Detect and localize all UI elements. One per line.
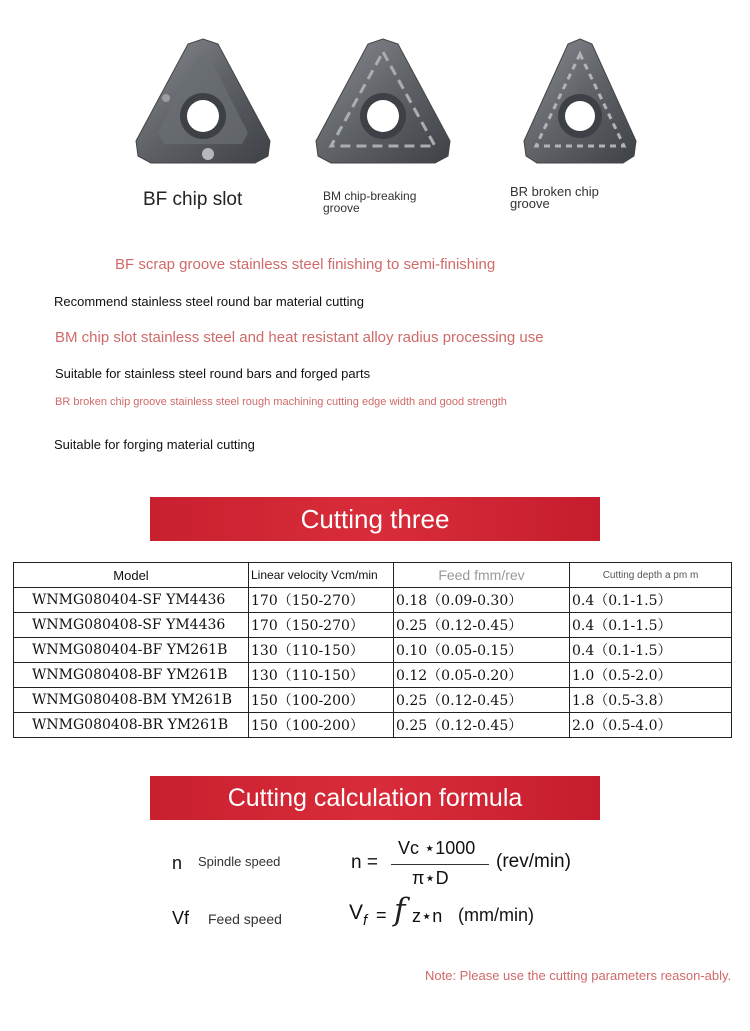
- feed-speed-label: Feed speed: [208, 911, 282, 927]
- br-insert-label: BR broken chip groove: [510, 184, 599, 211]
- header-depth: Cutting depth a pm m: [570, 563, 732, 588]
- cell-model: WNMG080408-BM YM261B: [14, 688, 249, 713]
- vf-formula-rest: z⋆n: [412, 906, 443, 926]
- cell-depth: 1.0（0.5-2.0）: [570, 663, 732, 688]
- cell-model: WNMG080404-BF YM261B: [14, 638, 249, 663]
- vf-formula-unit: (mm/min): [458, 905, 534, 925]
- n-formula-numerator: Vc ⋆1000: [398, 838, 476, 858]
- n-formula-unit: (rev/min): [496, 851, 571, 872]
- bm-description: BM chip slot stainless steel and heat resistant alloy radius processing use: [55, 329, 544, 346]
- cell-velocity: 130（110-150）: [249, 663, 394, 688]
- cell-model: WNMG080408-BF YM261B: [14, 663, 249, 688]
- fraction-bar: [391, 864, 489, 865]
- n-symbol: n: [172, 853, 183, 873]
- vf-symbol: Vf: [172, 908, 190, 928]
- bm-insert-label: BM chip-breaking groove: [323, 189, 417, 215]
- cell-depth: 0.4（0.1-1.5）: [570, 613, 732, 638]
- cell-feed: 0.12（0.05-0.20）: [394, 663, 570, 688]
- header-model: Model: [14, 563, 249, 588]
- cell-depth: 1.8（0.5-3.8）: [570, 688, 732, 713]
- vf-formula-v: V: [349, 901, 364, 924]
- cell-feed: 0.18（0.09-0.30）: [394, 588, 570, 613]
- cell-feed: 0.25（0.12-0.45）: [394, 688, 570, 713]
- vf-formula-f: f: [394, 892, 406, 928]
- cell-velocity: 150（100-200）: [249, 713, 394, 738]
- cell-model: WNMG080404-SF YM4436: [14, 588, 249, 613]
- table-row: [14, 688, 732, 713]
- cell-depth: 0.4（0.1-1.5）: [570, 638, 732, 663]
- cell-feed: 0.25（0.12-0.45）: [394, 613, 570, 638]
- br-recommendation: Suitable for forging material cutting: [54, 437, 255, 452]
- vf-formula-subscript: f: [363, 912, 368, 929]
- cell-depth: 2.0（0.5-4.0）: [570, 713, 732, 738]
- bf-insert-image: [130, 36, 276, 168]
- cell-velocity: 170（150-270）: [249, 613, 394, 638]
- n-formula-denominator: π⋆D: [412, 868, 449, 888]
- cell-velocity: 150（100-200）: [249, 688, 394, 713]
- header-velocity: Linear velocity Vcm/min: [249, 563, 394, 588]
- table-row: [14, 663, 732, 688]
- cutting-parameters-banner: Cutting three: [150, 497, 600, 541]
- table-row: [14, 713, 732, 738]
- formula-banner: Cutting calculation formula: [150, 776, 600, 820]
- cell-velocity: 130（110-150）: [249, 638, 394, 663]
- cell-depth: 0.4（0.1-1.5）: [570, 588, 732, 613]
- header-feed: Feed fmm/rev: [394, 563, 570, 588]
- bm-recommendation: Suitable for stainless steel round bars and forged parts: [55, 366, 371, 381]
- br-description: BR broken chip groove stainless steel rough machining cutting edge width and good strength: [55, 396, 507, 408]
- n-formula-lhs: n =: [351, 852, 378, 873]
- bf-insert-label: BF chip slot: [143, 189, 243, 210]
- cell-feed: 0.10（0.05-0.15）: [394, 638, 570, 663]
- bm-insert-image: [310, 36, 456, 168]
- cell-model: WNMG080408-BR YM261B: [14, 713, 249, 738]
- table-row: [14, 613, 732, 638]
- cell-feed: 0.25（0.12-0.45）: [394, 713, 570, 738]
- cutting-parameters-table: [13, 562, 732, 738]
- table-row: [14, 638, 732, 663]
- usage-note: Note: Please use the cutting parameters reason-ably.: [425, 968, 732, 983]
- table-row: [14, 588, 732, 613]
- vf-formula-equals: =: [376, 905, 387, 925]
- bf-recommendation: Recommend stainless steel round bar material cutting: [54, 294, 364, 309]
- bf-description: BF scrap groove stainless steel finishing to semi-finishing: [115, 256, 496, 273]
- table-header-row: [14, 563, 732, 588]
- br-insert-image: [520, 36, 640, 168]
- cell-model: WNMG080408-SF YM4436: [14, 613, 249, 638]
- cell-velocity: 170（150-270）: [249, 588, 394, 613]
- spindle-speed-label: Spindle speed: [198, 854, 281, 869]
